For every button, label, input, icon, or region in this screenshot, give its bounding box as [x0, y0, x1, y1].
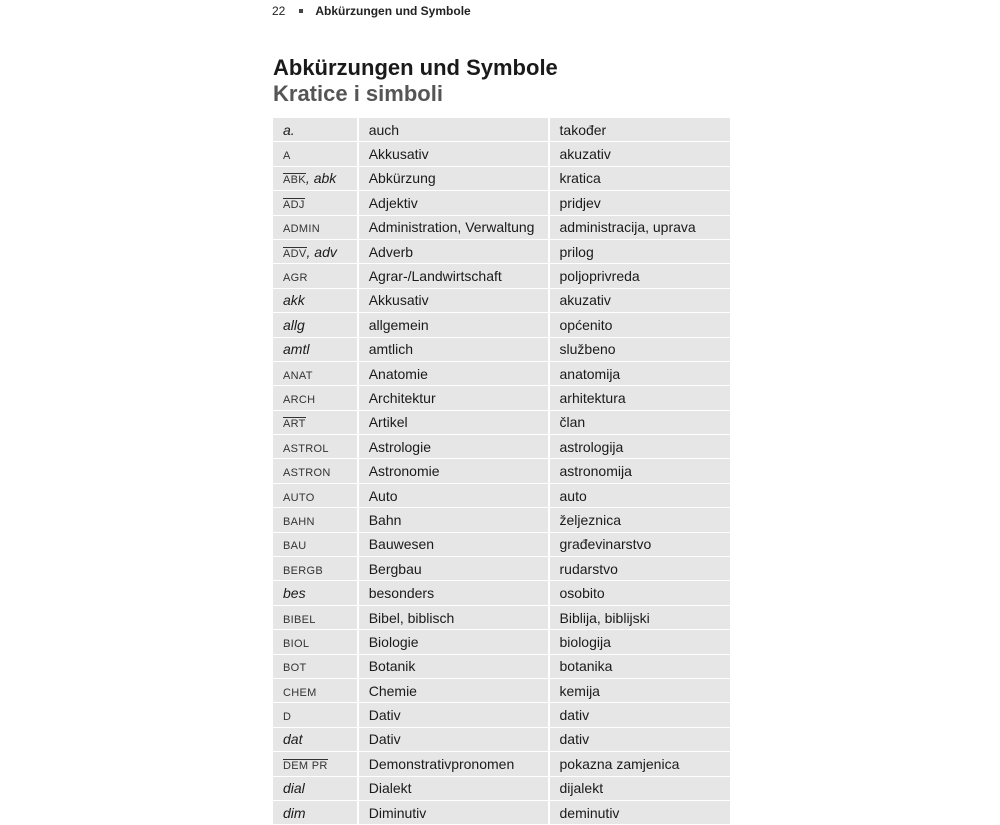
german-meaning-cell: Dativ — [357, 703, 548, 727]
table-row — [273, 728, 730, 752]
croatian-meaning-cell: građevinarstvo — [548, 533, 730, 557]
table-row — [273, 703, 730, 727]
croatian-meaning-cell: željeznica — [548, 508, 730, 532]
table-row — [273, 606, 730, 630]
table-row — [273, 191, 730, 215]
abbreviation-text: ADMIN — [283, 223, 320, 236]
german-meaning-cell: Botanik — [357, 655, 548, 679]
croatian-meaning-cell: član — [548, 411, 730, 435]
german-meaning-cell: allgemein — [357, 313, 548, 337]
abbreviation-cell — [273, 777, 357, 801]
table-row — [273, 581, 730, 605]
abbreviation-text: amtl — [283, 341, 310, 358]
croatian-meaning-cell: dijalekt — [548, 777, 730, 801]
abbreviation-text: BIBEL — [283, 613, 316, 626]
abbreviation-text: AGR — [283, 272, 308, 285]
table-row — [273, 752, 730, 776]
table-row — [273, 533, 730, 557]
croatian-meaning-cell: deminutiv — [548, 801, 730, 825]
abbreviation-text: ANAT — [283, 369, 313, 382]
german-meaning-cell: Administration, Verwaltung — [357, 216, 548, 240]
table-row — [273, 777, 730, 801]
page-title-croatian: Kratice i simboli — [273, 81, 443, 106]
croatian-meaning-cell: astronomija — [548, 459, 730, 483]
abbreviation-cell — [273, 801, 357, 825]
croatian-meaning-cell: botanika — [548, 655, 730, 679]
table-row — [273, 264, 730, 288]
abbreviation-cell — [273, 533, 357, 557]
german-meaning-cell: Artikel — [357, 411, 548, 435]
abbreviation-text: ADV — [283, 247, 307, 260]
abbreviation-text: ART — [283, 418, 306, 431]
abbreviation-text: allg — [283, 316, 305, 333]
table-row — [273, 362, 730, 386]
table-row — [273, 435, 730, 459]
abbreviation-cell — [273, 703, 357, 727]
abbreviation-cell — [273, 606, 357, 630]
croatian-meaning-cell: službeno — [548, 338, 730, 362]
german-meaning-cell: auch — [357, 118, 548, 142]
abbreviation-cell — [273, 679, 357, 703]
abbreviation-text: a. — [283, 121, 295, 138]
german-meaning-cell: Abkürzung — [357, 167, 548, 191]
croatian-meaning-cell: arhitektura — [548, 386, 730, 410]
croatian-meaning-cell: rudarstvo — [548, 557, 730, 581]
abbreviation-cell — [273, 557, 357, 581]
abbreviation-cell — [273, 191, 357, 215]
abbreviation-text: dial — [283, 780, 305, 797]
table-row — [273, 386, 730, 410]
abbreviation-cell — [273, 581, 357, 605]
table-row — [273, 508, 730, 532]
table-row — [273, 630, 730, 654]
croatian-meaning-cell: akuzativ — [548, 142, 730, 166]
german-meaning-cell: Diminutiv — [357, 801, 548, 825]
abbreviation-text: AUTO — [283, 491, 315, 504]
table-row — [273, 679, 730, 703]
page-number: 22 — [272, 4, 286, 18]
abbreviation-cell — [273, 338, 357, 362]
abbreviation-cell — [273, 459, 357, 483]
table-row — [273, 216, 730, 240]
croatian-meaning-cell: također — [548, 118, 730, 142]
abbreviation-cell — [273, 289, 357, 313]
croatian-meaning-cell: dativ — [548, 703, 730, 727]
abbreviation-cell — [273, 362, 357, 386]
abbreviation-cell — [273, 386, 357, 410]
table-row — [273, 338, 730, 362]
abbreviation-text: CHEM — [283, 686, 317, 699]
croatian-meaning-cell: dativ — [548, 728, 730, 752]
german-meaning-cell: Bergbau — [357, 557, 548, 581]
croatian-meaning-cell: akuzativ — [548, 289, 730, 313]
abbreviation-variant: , adv — [306, 243, 337, 260]
german-meaning-cell: Auto — [357, 484, 548, 508]
abbreviation-text: dim — [283, 804, 306, 821]
abbreviation-cell — [273, 313, 357, 337]
square-bullet-icon — [299, 9, 303, 13]
croatian-meaning-cell: pokazna zamjenica — [548, 752, 730, 776]
croatian-meaning-cell: auto — [548, 484, 730, 508]
running-head — [272, 2, 471, 20]
abbreviation-cell — [273, 655, 357, 679]
abbreviation-text: dat — [283, 731, 303, 748]
table-row — [273, 557, 730, 581]
german-meaning-cell: Dativ — [357, 728, 548, 752]
abbreviation-text: BIOL — [283, 637, 310, 650]
croatian-meaning-cell: prilog — [548, 240, 730, 264]
german-meaning-cell: Akkusativ — [357, 142, 548, 166]
abbreviation-cell — [273, 216, 357, 240]
german-meaning-cell: Astrologie — [357, 435, 548, 459]
abbreviation-cell — [273, 435, 357, 459]
page-title-german: Abkürzungen und Symbole — [273, 55, 558, 80]
german-meaning-cell: Dialekt — [357, 777, 548, 801]
abbreviation-text: ASTROL — [283, 442, 329, 455]
table-row — [273, 484, 730, 508]
abbreviation-cell — [273, 752, 357, 776]
abbreviation-text: BOT — [283, 662, 307, 675]
table-row — [273, 459, 730, 483]
abbreviation-text: akk — [283, 292, 305, 309]
german-meaning-cell: Astronomie — [357, 459, 548, 483]
abbreviation-cell — [273, 240, 357, 264]
croatian-meaning-cell: astrologija — [548, 435, 730, 459]
abbreviation-cell — [273, 728, 357, 752]
abbreviation-cell — [273, 142, 357, 166]
german-meaning-cell: Adverb — [357, 240, 548, 264]
abbreviation-text: bes — [283, 585, 306, 602]
croatian-meaning-cell: pridjev — [548, 191, 730, 215]
croatian-meaning-cell: poljoprivreda — [548, 264, 730, 288]
abbreviation-cell — [273, 630, 357, 654]
abbreviation-text: ASTRON — [283, 467, 331, 480]
german-meaning-cell: Bauwesen — [357, 533, 548, 557]
table-row — [273, 142, 730, 166]
croatian-meaning-cell: osobito — [548, 581, 730, 605]
german-meaning-cell: amtlich — [357, 338, 548, 362]
croatian-meaning-cell: kratica — [548, 167, 730, 191]
abbreviation-cell — [273, 411, 357, 435]
abbreviation-cell — [273, 484, 357, 508]
croatian-meaning-cell: administracija, uprava — [548, 216, 730, 240]
table-row — [273, 313, 730, 337]
abbreviation-table-body — [273, 118, 730, 825]
table-row — [273, 240, 730, 264]
abbreviation-text: DEM PR — [283, 759, 328, 772]
abbreviation-text: ADJ — [283, 198, 305, 211]
table-row — [273, 289, 730, 313]
table-row — [273, 801, 730, 825]
abbreviation-text: ARCH — [283, 393, 316, 406]
abbreviation-text: ABK — [283, 174, 306, 187]
page-title-block — [273, 55, 558, 107]
croatian-meaning-cell: biologija — [548, 630, 730, 654]
croatian-meaning-cell: Biblija, biblijski — [548, 606, 730, 630]
german-meaning-cell: Agrar-/Landwirtschaft — [357, 264, 548, 288]
abbreviation-variant: , abk — [305, 170, 337, 187]
abbreviation-text: D — [283, 711, 292, 724]
croatian-meaning-cell: kemija — [548, 679, 730, 703]
abbreviation-cell — [273, 118, 357, 142]
german-meaning-cell: Bahn — [357, 508, 548, 532]
croatian-meaning-cell: općenito — [548, 313, 730, 337]
german-meaning-cell: Adjektiv — [357, 191, 548, 215]
german-meaning-cell: besonders — [357, 581, 548, 605]
german-meaning-cell: Bibel, biblisch — [357, 606, 548, 630]
german-meaning-cell: Anatomie — [357, 362, 548, 386]
table-row — [273, 411, 730, 435]
abbreviation-table — [273, 118, 730, 825]
german-meaning-cell: Biologie — [357, 630, 548, 654]
table-row — [273, 655, 730, 679]
table-row — [273, 167, 730, 191]
abbreviation-text: A — [283, 150, 291, 163]
croatian-meaning-cell: anatomija — [548, 362, 730, 386]
running-section-title: Abkürzungen und Symbole — [315, 4, 471, 18]
german-meaning-cell: Demonstrativpronomen — [357, 752, 548, 776]
abbreviation-text: BAHN — [283, 515, 315, 528]
abbreviation-text: BERGB — [283, 564, 324, 577]
abbreviation-text: BAU — [283, 540, 307, 553]
german-meaning-cell: Chemie — [357, 679, 548, 703]
abbreviation-cell — [273, 167, 357, 191]
abbreviation-cell — [273, 508, 357, 532]
abbreviation-cell — [273, 264, 357, 288]
german-meaning-cell: Architektur — [357, 386, 548, 410]
german-meaning-cell: Akkusativ — [357, 289, 548, 313]
table-row — [273, 118, 730, 142]
